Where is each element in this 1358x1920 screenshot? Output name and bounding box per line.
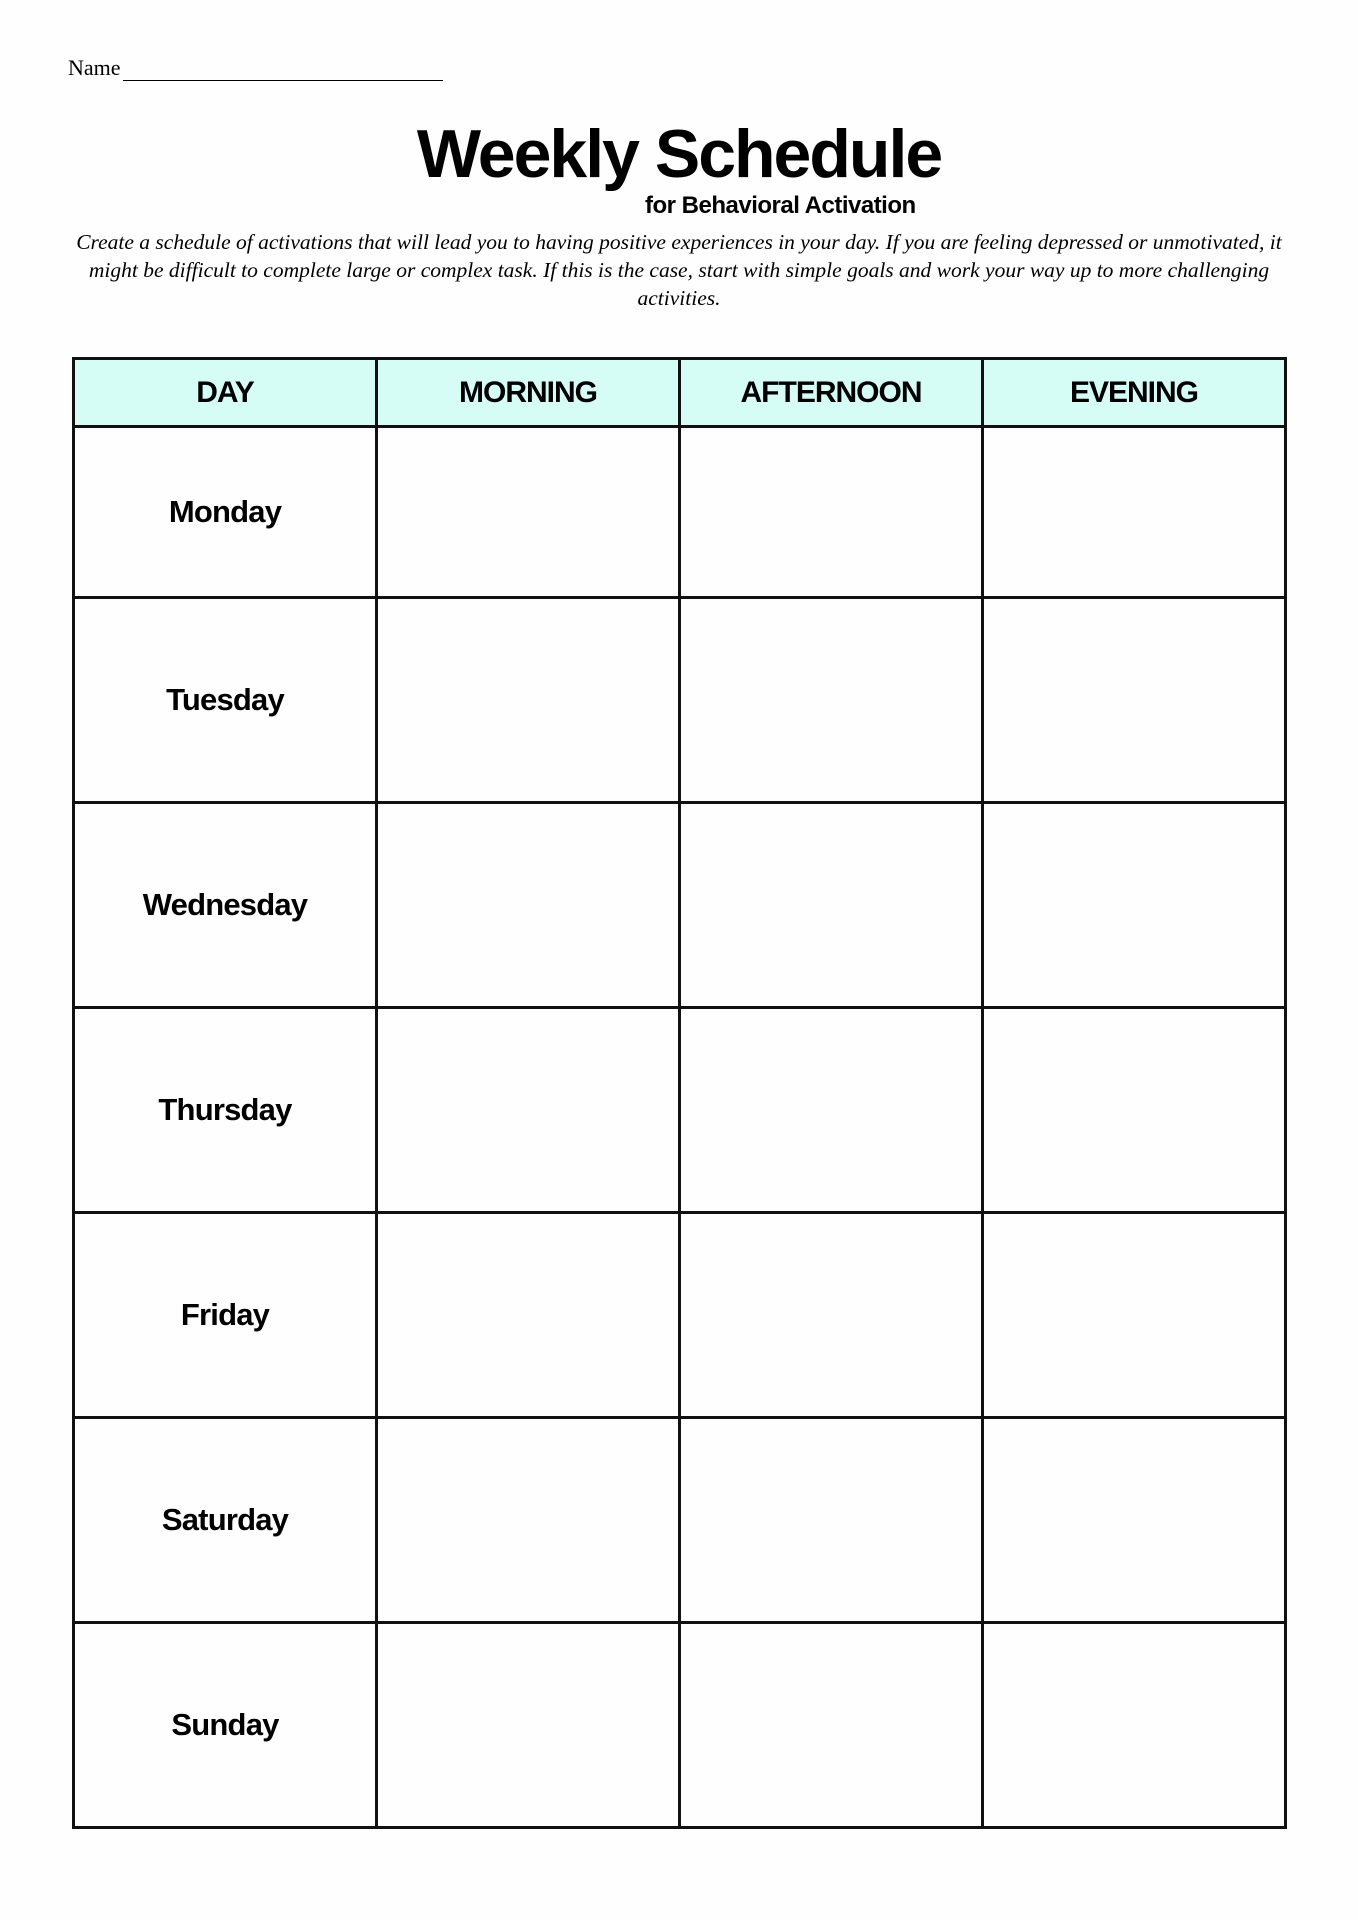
evening-cell[interactable]: [983, 1418, 1286, 1623]
header-day: DAY: [74, 359, 377, 427]
morning-cell[interactable]: [377, 1623, 680, 1828]
header-evening: EVENING: [983, 359, 1286, 427]
weekly-schedule-table: [72, 357, 1287, 1829]
day-label: Thursday: [74, 1008, 377, 1213]
page-subtitle: for Behavioral Activation: [645, 192, 916, 219]
afternoon-cell[interactable]: [680, 427, 983, 598]
day-label: Wednesday: [74, 803, 377, 1008]
header-morning: MORNING: [377, 359, 680, 427]
table-row: [74, 1418, 1286, 1623]
table-row: [74, 803, 1286, 1008]
afternoon-cell[interactable]: [680, 1008, 983, 1213]
afternoon-cell[interactable]: [680, 803, 983, 1008]
intro-paragraph: Create a schedule of activations that will lead you to having positive experiences in your day. If you are feeling depressed or unmotivated, it might be difficult to complete large or complex task. If this is the case, start with simple goals and work your way up to more challenging activities.: [76, 230, 1282, 310]
morning-cell[interactable]: [377, 1008, 680, 1213]
afternoon-cell[interactable]: [680, 1418, 983, 1623]
evening-cell[interactable]: [983, 427, 1286, 598]
morning-cell[interactable]: [377, 1418, 680, 1623]
day-label: Friday: [74, 1213, 377, 1418]
table-row: [74, 1008, 1286, 1213]
evening-cell[interactable]: [983, 1623, 1286, 1828]
afternoon-cell[interactable]: [680, 1213, 983, 1418]
day-label: Saturday: [74, 1418, 377, 1623]
day-label: Tuesday: [74, 598, 377, 803]
morning-cell[interactable]: [377, 598, 680, 803]
day-label: Monday: [74, 427, 377, 598]
title-block: [0, 118, 1358, 190]
table-header-row: [74, 359, 1286, 427]
page-title: Weekly Schedule: [416, 116, 942, 192]
name-field: [68, 55, 443, 81]
evening-cell[interactable]: [983, 598, 1286, 803]
table-row: [74, 427, 1286, 598]
evening-cell[interactable]: [983, 1008, 1286, 1213]
name-label: Name: [68, 55, 121, 80]
evening-cell[interactable]: [983, 803, 1286, 1008]
day-label: Sunday: [74, 1623, 377, 1828]
table-row: [74, 1213, 1286, 1418]
name-blank-line[interactable]: [123, 62, 443, 81]
afternoon-cell[interactable]: [680, 1623, 983, 1828]
afternoon-cell[interactable]: [680, 598, 983, 803]
evening-cell[interactable]: [983, 1213, 1286, 1418]
morning-cell[interactable]: [377, 803, 680, 1008]
table-row: [74, 598, 1286, 803]
header-afternoon: AFTERNOON: [680, 359, 983, 427]
morning-cell[interactable]: [377, 1213, 680, 1418]
table-row: [74, 1623, 1286, 1828]
morning-cell[interactable]: [377, 427, 680, 598]
